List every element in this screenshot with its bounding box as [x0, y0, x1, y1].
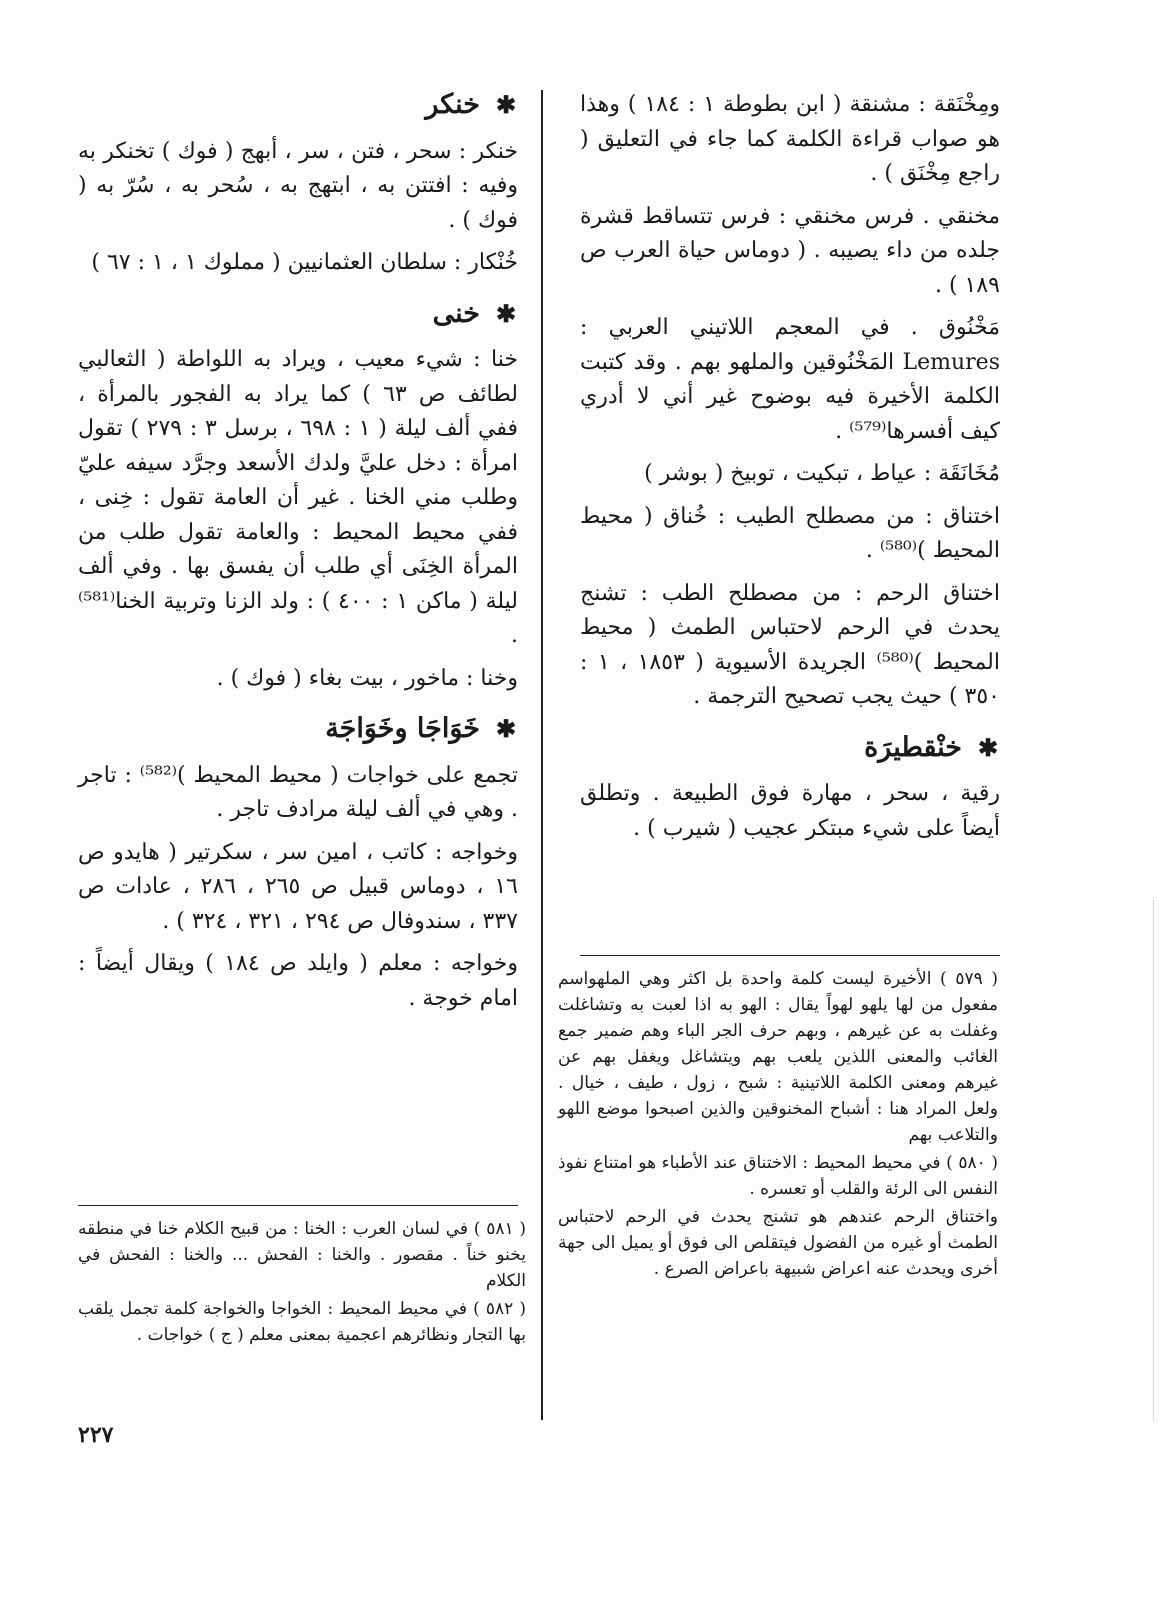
entry-ikhtinaq: اختناق : من مصطلح الطيب : خُناق ( محيط المحيط )⁽⁵⁸⁰⁾ . [580, 503, 1000, 563]
heading-khankar [78, 88, 518, 123]
heading-khanqatira [580, 731, 1000, 766]
footnote-580-continued: واختناق الرحم عندهم هو تشنج يحدث في الرحم لاحتباس الطمث أو غيره من الفضول فيتقلص الى فوق أو يميل الى جهة أخرى ويحدث عنه اعراض شبيهة باعراض الصرع . [558, 1207, 998, 1279]
entry-khankar: خنكر : سحر ، فتن ، سر ، أبهج ( فوك ) تخنكر به وفيه : افتتن به ، ابتهج به ، سُحر به ، سُرّ به ( فوك ) . [78, 138, 518, 233]
column-divider [541, 90, 543, 1420]
entry-mukhanaqa: مُخَانَقَة : عياط ، تبكيت ، توبيخ ( بوشر ) [644, 461, 1000, 486]
entry-ruqya: رقية ، سحر ، مهارة فوق الطبيعة . وتطلق أيضاً على شيء مبتكر عجيب ( شيرب ) . [580, 781, 1000, 841]
footnote-579: ( ٥٧٩ ) الأخيرة ليست كلمة واحدة بل اكثر وهي الملهواسم مفعول من لها يلهو لهواً يقال : الهو به اذا لعبت به وتشاغلت وغفلت به عن غيرهم ، وبهم حرف الجر الباء وهم ضمير جمع الغائب والمعنى اللذين يلعب بهم ويتشاغل ويغفل بهم عن غيرهم ومعنى الكلمة اللاتينية : شبح ، زول ، طيف ، خيال . ولعل المراد هنا : أشباح المخنوقين والذين اصبحوا موضع اللهو والتلاعب بهم [558, 969, 999, 1145]
asterisk-icon: ✱ [495, 90, 517, 119]
entry-khawaja-katib: وخواجه : كاتب ، امين سر ، سكرتير ( هايدو ص ١٦ ، دوماس قبيل ص ٢٦٥ ، ٢٨٦ ، عادات ص ٣٣٧ ، سندوفال ص ٢٩٤ ، ٣٢١ ، ٣٢٤ ) . [78, 839, 518, 934]
page-number: ٢٢٧ [78, 1422, 114, 1448]
heading-text: خنكر [425, 89, 480, 120]
entry-ikhtinaq-rahim: اختناق الرحم : من مصطلح الطب : تشنج يحدث في الرحم لاحتباس الطمث ( محيط المحيط )⁽⁵⁸⁰⁾ الجريدة الأسيوية ( ١٨٥٣ ، ١ : ٣٥٠ ) حيث يجب تصحيح الترجمة . [580, 580, 1000, 709]
right-column [580, 88, 1000, 854]
asterisk-icon: ✱ [977, 732, 999, 762]
entry-mukhnaqi: مخنقي . فرس مخنقي : فرس تتساقط قشرة جلده من داء يصيبه . ( دوماس حياة العرب ص ١٨٩ ) . [580, 203, 1000, 298]
heading-text: خنى [432, 297, 480, 329]
footnotes-left [78, 1216, 526, 1350]
footnote-582: ( ٥٨٢ ) في محيط المحيط : الخواجا والخواجة كلمة تجمل يلقب بها التجار ونظائرهم اعجمية بمعنى معلم ( ج ) خواجات . [78, 1299, 526, 1345]
heading-text: خَوَاجَا وخَوَاجَة [325, 713, 480, 744]
asterisk-icon: ✱ [495, 298, 517, 328]
entry-khana: خنا : شيء معيب ، ويراد به اللواطة ( الثعالبي لطائف ص ٦٣ ) كما يراد به الفجور بالمرأة ، ففي ألف ليلة ( ١ : ٦٩٨ ، برسل ٣ : ٢٧٩ ) تقول امرأة : دخل عليَّ ولدك الأسعد وجرَّد سيفه عليّ وطلب مني الخنا . غير أن العامة تقول : خِنى ، ففي محيط المحيط : والعامة تقول طلب من المرأة الخِنَى أي طلب أن يفسق بها . وفي ألف ليلة ( ماكن ١ : ٤٠٠ ) : ولد الزنا وتربية الخنا⁽⁵⁸¹⁾ . [78, 347, 519, 648]
entry-mikhnaqa: ومِخْنَقة : مشنقة ( ابن بطوطة ١ : ١٨٤ ) وهذا هو صواب قراءة الكلمة كما جاء في التعليق ( راجع مِخْنَق ) . [580, 92, 1000, 186]
footnote-581: ( ٥٨١ ) في لسان العرب : الخنا : من قبيح الكلام خنا في منطقه يخنو خناً . مقصور . والخنا : الفحش ... والخنا : الفحش في الكلام [78, 1219, 526, 1291]
footnote-rule-left [78, 1205, 518, 1206]
footnotes-right [558, 966, 998, 1282]
entry-khawaja-muallim: وخواجه : معلم ( وايلد ص ١٨٤ ) ويقال أيضاً : امام خوجة . [78, 951, 518, 1011]
entry-khunkar: خُنْكار : سلطان العثمانيين ( مملوك ١ ، ١ : ٦٧ ) [91, 250, 518, 275]
footnote-580: ( ٥٨٠ ) في محيط المحيط : الاختناق عند الأطباء هو امتناع نفوذ النفس الى الرئة والقلب أو تعسره . [558, 1153, 998, 1199]
heading-khawaja [78, 712, 518, 747]
entry-khawajat: تجمع على خواجات ( محيط المحيط )⁽⁵⁸²⁾ : تاجر . وهي في ألف ليلة مرادف تاجر . [78, 762, 518, 822]
heading-khana [78, 297, 518, 332]
entry-makhnuq: مَخْنُوق . في المعجم اللاتيني العربي : Lemures المَخْنُوقين والملهو بهم . وقد كتبت الكلمة الأخيرة فيه بوضوح غير أني لا أدري كيف أفسرها⁽⁵⁷⁹⁾ . [580, 315, 1000, 444]
asterisk-icon: ✱ [495, 714, 517, 743]
entry-wakhana: وخنا : ماخور ، بيت بغاء ( فوك ) . [216, 665, 518, 691]
scan-edge [1151, 900, 1154, 1420]
heading-text: خنْقطيرَة [864, 731, 962, 763]
left-column [78, 88, 518, 1024]
footnote-rule-right [580, 955, 1000, 956]
